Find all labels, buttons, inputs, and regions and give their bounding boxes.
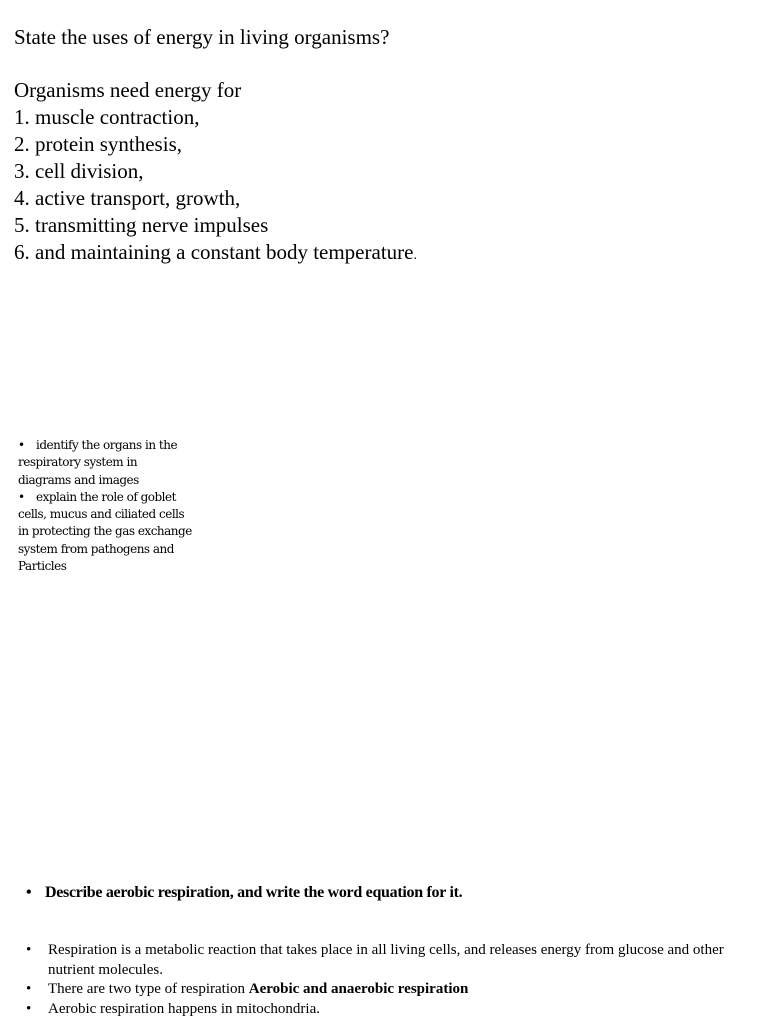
list-item (18, 489, 203, 506)
note-text: Aerobic respiration happens in mitochondria. (48, 1000, 321, 1017)
list-item: 1. muscle contraction, (14, 105, 200, 129)
note-bold-text: Aerobic and anaerobic respiration (248, 981, 469, 997)
bullet-icon: • (26, 884, 32, 901)
list-item: in protecting the gas exchange (18, 524, 192, 539)
bullet-icon: • (26, 942, 32, 958)
list-item: respiratory system in (18, 455, 138, 470)
bullet-icon: • (26, 981, 32, 997)
list-item: diagrams and images (18, 472, 139, 487)
list-item: 3. cell division, (14, 159, 144, 183)
list-item (26, 980, 746, 1000)
learning-objectives-list (18, 437, 203, 575)
respiration-section (26, 883, 746, 1019)
list-item (18, 437, 203, 454)
respiration-task-list (26, 883, 746, 903)
list-item: 5. transmitting nerve impulses (14, 213, 269, 237)
bullet-icon: • (18, 489, 25, 504)
respiration-notes-list (26, 941, 746, 1019)
list-item: system from pathogens and (18, 541, 174, 556)
list-item: cells, mucus and ciliated cells (18, 507, 185, 522)
note-text: There are two type of respiration (48, 981, 249, 997)
list-item (26, 941, 746, 980)
bullet-icon: • (26, 1000, 32, 1017)
trailing-period: . (413, 248, 417, 263)
objective-text: identify the organs in the (36, 438, 178, 452)
list-item: 4. active transport, growth, (14, 186, 241, 210)
list-item-text: 6. and maintaining a constant body temperature (14, 240, 414, 264)
note-text: Respiration is a metabolic reaction that takes place in all living cells, and releases energy from glucose and other nutrient molecules. (48, 942, 724, 978)
list-item (14, 239, 754, 269)
objective-text: explain the role of goblet (36, 489, 176, 504)
task-item (26, 883, 746, 903)
question-heading: State the uses of energy in living organisms? (14, 25, 390, 49)
bullet-icon: • (18, 438, 25, 452)
intro-line: Organisms need energy for (14, 78, 242, 102)
list-item: Particles (18, 559, 67, 574)
energy-uses-list (14, 104, 754, 269)
list-item (26, 1000, 746, 1020)
energy-uses-section (14, 24, 754, 269)
list-item: 2. protein synthesis, (14, 132, 182, 156)
learning-objectives-section (18, 437, 203, 575)
task-text: Describe aerobic respiration, and write the word equation for it. (45, 884, 463, 901)
